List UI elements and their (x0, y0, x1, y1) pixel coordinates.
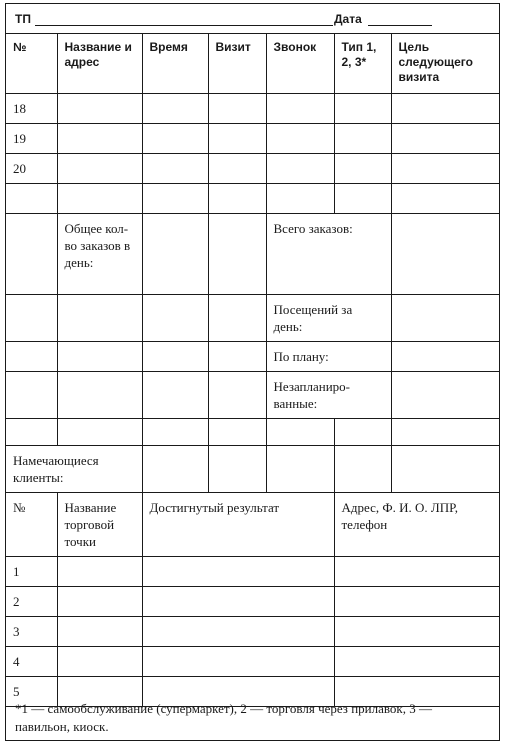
prospect-row (6, 646, 499, 676)
visits-per-day-label: Посещений за день: (266, 294, 391, 341)
prospect-row (6, 586, 499, 616)
prospect-row (6, 616, 499, 646)
table-header-row (6, 33, 499, 93)
date-label: Дата (334, 12, 362, 26)
table-row (6, 93, 499, 123)
col-number: № (6, 33, 57, 93)
prospects-col-outlet: Название торговой точки (57, 492, 142, 556)
table-row (6, 183, 499, 213)
table-row (6, 153, 499, 183)
tp-label: ТП (15, 12, 31, 26)
col-name-address: Название и адрес (57, 33, 142, 93)
prospect-number: 4 (6, 646, 57, 676)
prospect-number: 2 (6, 586, 57, 616)
summary-visits-row (6, 294, 499, 341)
prospect-number: 3 (6, 616, 57, 646)
planned-label: По плану: (266, 341, 391, 371)
prospect-number: 1 (6, 556, 57, 586)
col-call: Звонок (266, 33, 334, 93)
row-number: 20 (6, 153, 57, 183)
table-row (6, 418, 499, 445)
prospects-col-contact: Адрес, Ф. И. О. ЛПР, телефон (334, 492, 499, 556)
prospects-col-result: Достигнутый результат (142, 492, 334, 556)
prospects-title: Намечающиеся клиенты: (6, 445, 142, 492)
table-row (6, 123, 499, 153)
date-field[interactable] (368, 25, 432, 26)
summary-unplanned-row (6, 371, 499, 418)
tp-field[interactable] (35, 25, 333, 26)
form-header (6, 4, 499, 34)
row-number: 19 (6, 123, 57, 153)
summary-orders-row (6, 213, 499, 294)
col-next-goal: Цель следующего визита (391, 33, 499, 93)
footnote: *1 — самообслуживание (супермаркет), 2 — торговля через прилавок, 3 — павильон, киоск. (15, 701, 432, 734)
visit-report-form (5, 3, 500, 741)
unplanned-label: Незапланиро-ванные: (266, 371, 391, 418)
col-type: Тип 1, 2, 3* (334, 33, 391, 93)
col-time: Время (142, 33, 208, 93)
col-visit: Визит (208, 33, 266, 93)
prospects-header-row (6, 492, 499, 556)
summary-planned-row (6, 341, 499, 371)
total-orders-label: Всего заказов: (266, 213, 391, 294)
visits-table (6, 33, 499, 707)
prospects-col-number: № (6, 492, 57, 556)
prospect-row (6, 556, 499, 586)
total-orders-day-label: Общее кол-во заказов в день: (57, 213, 142, 294)
prospect-number: 5 (6, 676, 57, 706)
prospects-title-row (6, 445, 499, 492)
row-number: 18 (6, 93, 57, 123)
